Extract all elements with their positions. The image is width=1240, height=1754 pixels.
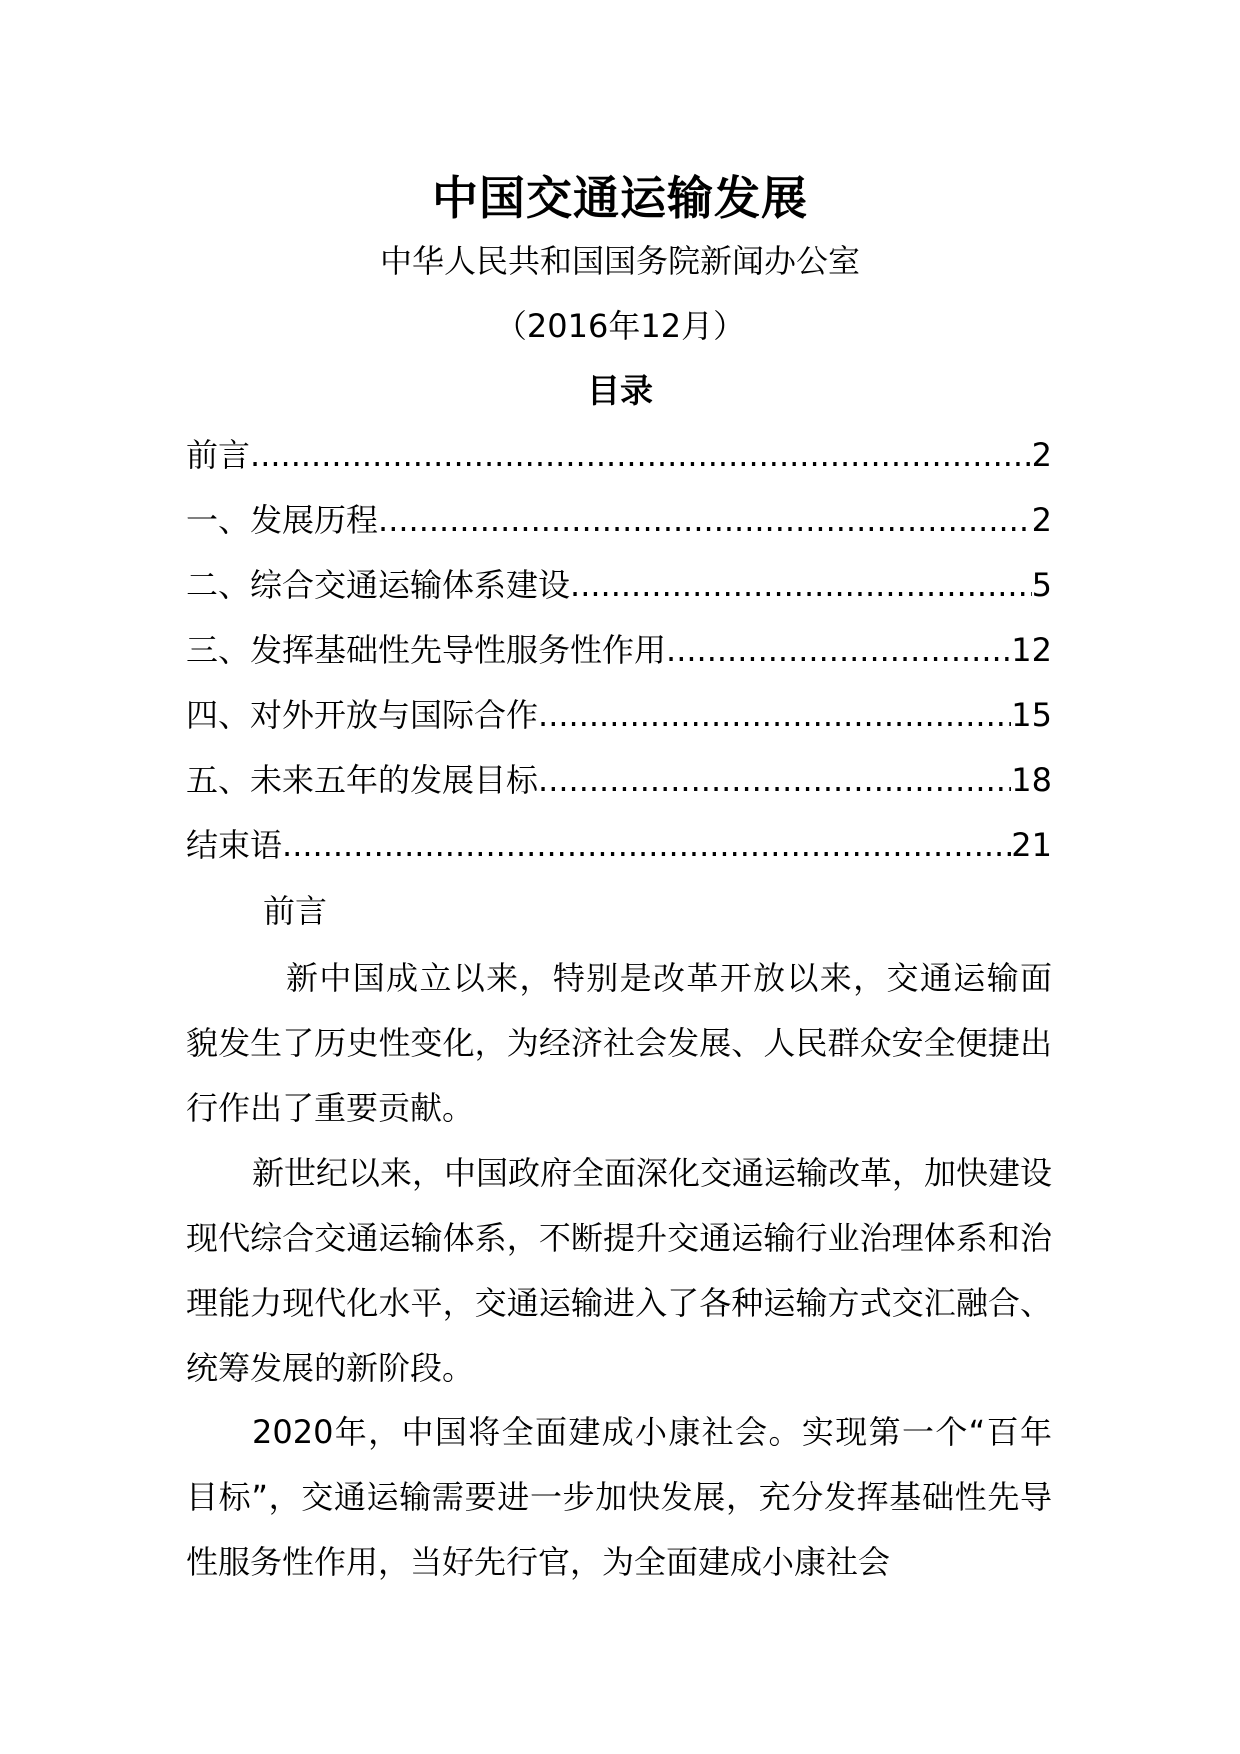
toc-leader-dots [570,562,1032,608]
toc-entry[interactable] [186,562,1052,627]
preface-paragraph: 新中国成立以来，特别是改革开放以来，交通运输面貌发生了历史性变化，为经济社会发展、人民群众安全便捷出行作出了重要贡献。 [186,959,1052,1127]
preface-paragraph: 2020年，中国将全面建成小康社会。实现第一个“百年目标”，交通运输需要进一步加快发展，充分发挥基础性先导性服务性作用，当好先行官，为全面建成小康社会 [186,1413,1052,1581]
toc-leader-dots [250,432,1032,478]
toc-entry-label: 四、对外开放与国际合作 [186,696,539,734]
toc-entry[interactable] [186,432,1052,497]
document-issuer: 中华人民共和国国务院新闻办公室 [379,242,860,280]
toc-entry-page: 18 [1011,761,1052,799]
toc-leader-dots [666,627,1011,673]
toc-entry-page: 12 [1011,631,1052,669]
document-date: （2016年12月） [494,307,746,345]
toc-entry-label: 五、未来五年的发展目标 [186,761,539,799]
toc-entry-page: 2 [1031,501,1052,539]
toc-entry[interactable] [186,692,1052,757]
toc-entry-page: 2 [1031,436,1052,474]
toc-entry[interactable] [186,627,1052,692]
toc-leader-dots [378,497,1032,543]
toc-entry[interactable] [186,757,1052,822]
table-of-contents [186,432,1052,887]
toc-entry-label: 前言 [186,436,251,474]
document-title: 中国交通运输发展 [432,171,808,225]
toc-entry-label: 一、发展历程 [186,501,379,539]
toc-entry-page: 21 [1011,826,1052,864]
toc-entry-page: 5 [1031,566,1052,604]
preface-paragraph: 新世纪以来，中国政府全面深化交通运输改革，加快建设现代综合交通运输体系，不断提升交通运输行业治理体系和治理能力现代化水平，交通运输进入了各种运输方式交汇融合、统筹发展的新阶段。 [186,1154,1053,1387]
toc-entry-label: 二、综合交通运输体系建设 [186,566,571,604]
toc-leader-dots [538,692,1011,738]
toc-entry-label: 三、发挥基础性先导性服务性作用 [186,631,667,669]
toc-entry-page: 15 [1011,696,1052,734]
toc-entry[interactable] [186,822,1052,887]
toc-entry[interactable] [186,497,1052,562]
preface-heading: 前言 [263,892,328,930]
toc-leader-dots [538,757,1011,803]
toc-leader-dots [282,822,1011,868]
toc-heading: 目录 [587,371,653,410]
toc-entry-label: 结束语 [186,826,283,864]
